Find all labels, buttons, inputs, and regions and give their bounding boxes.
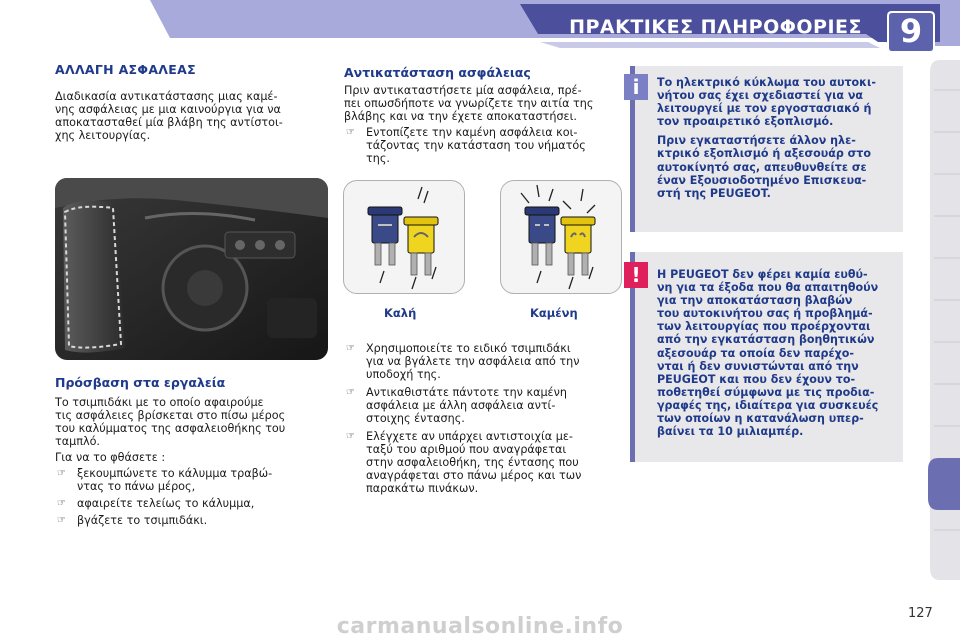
info-icon: i xyxy=(624,74,648,100)
text-line: γραφές της, ιδιαίτερα για συσκευές xyxy=(657,398,879,412)
fuse-change-title: ΑΛΛΑΓΗ ΑΣΦΑΛΕΑΣ xyxy=(55,62,196,77)
tool-access-text xyxy=(55,396,327,527)
pointing-hand-icon: ☞ xyxy=(57,515,66,526)
text-line: ταμπλό. xyxy=(55,435,100,448)
pointing-hand-icon: ☞ xyxy=(346,343,355,354)
pointing-hand-icon: ☞ xyxy=(346,431,355,442)
text-line: αξεσουάρ τα οποία δεν παρέχο- xyxy=(657,346,855,360)
text-line: νη για τα έξοδα που θα απαιτηθούν xyxy=(657,281,879,295)
text-line: από την εγκατάσταση βοηθητικών xyxy=(657,333,875,347)
text-line: νης ασφάλειας με μια καινούργια για να xyxy=(55,103,281,116)
text-line: τον προαιρετικό εξοπλισμό. xyxy=(657,115,834,129)
text-line: τάζοντας την κατάσταση του νήματός xyxy=(366,139,586,152)
text-line: Πριν αντικαταστήσετε μία ασφάλεια, πρέ- xyxy=(344,84,582,97)
text-line: του καλύμματος της ασφαλειοθήκης του xyxy=(55,422,286,435)
good-fuse-illustration xyxy=(343,180,465,294)
text-line: βαίνει τα 10 μιλιαμπέρ. xyxy=(657,425,804,439)
text-line: νήτου σας έχει σχεδιαστεί για να xyxy=(657,89,864,103)
text-line: Εντοπίζετε την καμένη ασφάλεια κοι- xyxy=(366,126,578,139)
text-line: Πριν εγκαταστήσετε άλλον ηλε- xyxy=(657,134,856,148)
text-line: των οποίων η κατανάλωση υπερ- xyxy=(657,412,864,426)
text-line: παρακάτω πινάκων. xyxy=(366,482,479,495)
good-fuse-icon xyxy=(344,181,464,293)
list-item xyxy=(55,467,327,493)
text-line: πει οπωσδήποτε να γνωρίζετε την αιτία της xyxy=(344,97,594,110)
pointing-hand-icon: ☞ xyxy=(57,498,66,509)
fuse-replace-title: Αντικατάσταση ασφάλειας xyxy=(344,65,531,80)
text-line: στή της PEUGEOT. xyxy=(657,186,771,200)
text-line: Ελέγχετε αν υπάρχει αντιστοιχία με- xyxy=(366,430,573,443)
text-line: αφαιρείτε τελείως το κάλυμμα, xyxy=(77,497,255,510)
dashboard-fuse-cover-photo xyxy=(55,178,328,360)
text-line: κτρικό εξοπλισμό ή αξεσουάρ στο xyxy=(657,147,871,161)
blown-fuse-label: Καμένη xyxy=(530,306,578,320)
info-note xyxy=(630,66,903,232)
text-line: στοιχης έντασης. xyxy=(366,412,465,425)
text-line: Διαδικασία αντικατάστασης μιας καμέ- xyxy=(55,90,278,103)
text-line: των λειτουργίας που προέρχονται xyxy=(657,320,871,334)
text-line: αναγράφεται στο πάνω μέρος και των xyxy=(366,469,582,482)
text-line: βλάβης και να την έχετε αποκαταστήσει. xyxy=(344,110,577,123)
text-line: ποθετηθεί σύμφωνα με τις προδια- xyxy=(657,385,875,399)
pointing-hand-icon: ☞ xyxy=(346,127,355,138)
list-item xyxy=(55,497,327,510)
text-line: έναν Εξουσιοδοτημένο Επισκευα- xyxy=(657,173,867,187)
page-number: 127 xyxy=(908,606,933,621)
watermark-text: carmanualsonline.info xyxy=(336,614,624,639)
text-line: χης λειτουργίας. xyxy=(55,129,151,142)
text-line: ξεκουμπώνετε το κάλυμμα τραβώ- xyxy=(77,467,273,480)
blown-fuse-icon xyxy=(501,181,621,293)
fuse-replace-intro xyxy=(344,84,616,165)
text-line: αποκατασταθεί μία βλάβη της αντίστοι- xyxy=(55,116,283,129)
text-line: λειτουργεί με τον εργοστασιακό ή xyxy=(657,102,872,116)
text-line: ταξύ του αριθμού που αναγράφεται xyxy=(366,443,567,456)
text-line: για την αποκατάσταση βλαβών xyxy=(657,294,853,308)
chapter-tabs xyxy=(926,60,960,580)
text-line: νται ή δεν συνιστώνται από την xyxy=(657,359,859,373)
tool-access-title: Πρόσβαση στα εργαλεία xyxy=(55,375,226,390)
text-line: στην ασφαλειοθήκη, της έντασης που xyxy=(366,456,579,469)
page-header-title: ΠΡΑΚΤΙΚΕΣ ΠΛΗΡΟΦΟΡΙΕΣ xyxy=(569,16,862,38)
pointing-hand-icon: ☞ xyxy=(57,468,66,479)
text-line: για να βγάλετε την ασφάλεια από την xyxy=(366,355,580,368)
text-line: PEUGEOT και που δεν έχουν το- xyxy=(657,372,856,386)
text-line: ντας το πάνω μέρος, xyxy=(77,480,196,493)
pointing-hand-icon: ☞ xyxy=(346,387,355,398)
warning-note xyxy=(630,252,903,462)
list-item xyxy=(344,386,616,425)
list-item xyxy=(344,342,616,381)
access-steps xyxy=(55,467,327,527)
text-line: ασφάλεια με άλλη ασφάλεια αντί- xyxy=(366,399,556,412)
text-line: Αντικαθιστάτε πάντοτε την καμένη xyxy=(366,386,567,399)
list-item xyxy=(344,126,616,165)
blown-fuse-illustration xyxy=(500,180,622,294)
dashboard-photo-illustration xyxy=(55,178,328,360)
fuse-change-intro xyxy=(55,90,327,142)
chapter-number: 9 xyxy=(899,12,923,50)
text-line: Το τσιμπιδάκι με το οποίο αφαιρούμε xyxy=(55,396,264,409)
text-line: της. xyxy=(366,152,390,165)
text-line: Το ηλεκτρικό κύκλωμα του αυτοκι- xyxy=(657,76,876,89)
text-line: του αυτοκινήτου σας ή προβλημά- xyxy=(657,307,873,321)
text-line: Χρησιμοποιείτε το ειδικό τσιμπιδάκι xyxy=(366,342,571,355)
list-item xyxy=(344,430,616,495)
access-label: Για να το φθάσετε : xyxy=(55,451,166,464)
text-line: τις ασφάλειες βρίσκεται στο πίσω μέρος xyxy=(55,409,286,422)
text-line: υποδοχή της. xyxy=(366,368,441,381)
text-line: βγάζετε το τσιμπιδάκι. xyxy=(77,514,208,527)
list-item xyxy=(55,514,327,527)
text-line: αυτοκίνητό σας, απευθυνθείτε σε xyxy=(657,160,867,174)
fuse-replace-steps xyxy=(344,342,616,495)
warning-icon: ! xyxy=(624,262,648,288)
text-line: Η PEUGEOT δεν φέρει καμία ευθύ- xyxy=(657,268,868,281)
good-fuse-label: Καλή xyxy=(384,306,417,320)
